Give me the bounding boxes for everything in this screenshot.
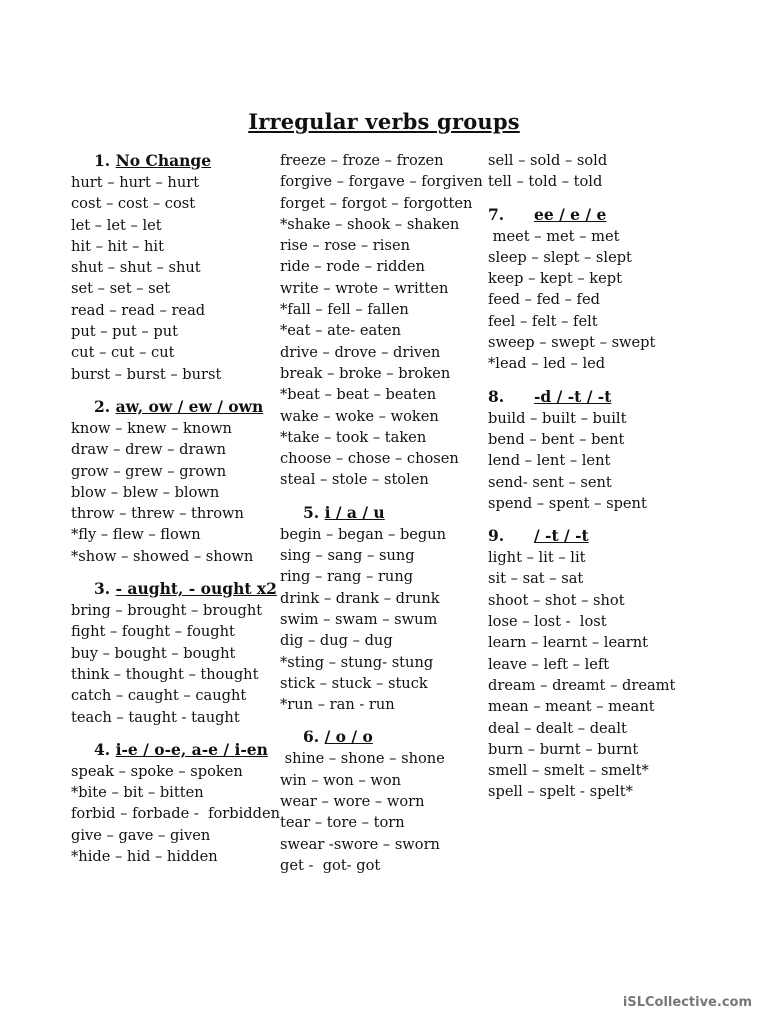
verb-row: swim – swam – swum [280,610,438,628]
verb-row: burst – burst – burst [71,365,222,383]
verb-row: *lead – led – led [488,355,606,373]
verb-row: mean – meant – meant [488,698,655,716]
verb-row: sing – sang – sung [280,547,415,565]
group-8-label: -d / -t / -t [534,386,612,406]
page-title: Irregular verbs groups [248,109,520,134]
verb-row: buy – bought – bought [71,644,236,662]
verb-row: shoot – shot – shot [488,591,625,609]
verb-row: forget – forgot – forgotten [280,194,473,212]
group-7-label: ee / e / e [534,204,607,224]
group-4-continued-list [280,150,485,491]
verb-row: sweep – swept – swept [488,334,656,352]
verb-row: *take – took – taken [280,428,427,446]
group-7-list [488,226,713,375]
verb-row: *fall – fell – fallen [280,301,409,319]
verb-row: deal – dealt – dealt [488,719,627,737]
verb-row: grow – grew – grown [71,462,227,480]
group-5-label: i / a / u [324,502,385,522]
verb-row: *fly – flew – flown [71,526,201,544]
group-3-label: - aught, - ought x2 [115,579,277,599]
verb-row: tell – told – told [488,173,603,191]
verb-row: build – built – built [488,409,627,427]
verb-row: keep – kept – kept [488,270,622,288]
group-4-heading: 4. i-e / o-e, a-e / i-en [94,739,268,759]
verb-row: bring – brought – brought [71,602,263,620]
group-5-list [280,524,485,716]
group-9-label: / -t / -t [534,526,589,546]
group-6-heading: 6. / o / o [303,727,373,747]
verb-row: burn – burnt – burnt [488,740,639,758]
verb-row: *beat – beat – beaten [280,386,437,404]
verb-row: feed – fed – fed [488,291,600,309]
group-5-heading: 5. i / a / u [303,502,385,522]
verb-row: give – gave – given [71,826,211,844]
verb-row: ride – rode – ridden [280,258,425,276]
verb-row: sell – sold – sold [488,152,608,169]
group-1-list [71,172,276,385]
verb-row: cut – cut – cut [71,344,175,362]
verb-row: swear -swore – sworn [280,835,440,853]
site-watermark: iSLCollective.com [622,995,752,1010]
verb-row: lend – lent – lent [488,452,611,470]
verb-row: know – knew – known [71,419,232,437]
group-8-list [488,408,713,514]
group-9-heading: 9. / -t / -t [488,526,589,546]
verb-row: read – read – read [71,301,206,319]
verb-row: send- sent – sent [488,473,612,491]
verb-row: *shake – shook – shaken [280,215,460,233]
verb-row: write – wrote – written [280,279,449,297]
verb-row: light – lit – lit [488,549,586,567]
group-2-list [71,418,276,567]
verb-row: hurt – hurt – hurt [71,174,200,191]
verb-row: steal – stole – stolen [280,471,429,489]
verb-row: teach – taught - taught [71,708,240,726]
verb-row: choose – chose – chosen [280,450,459,468]
verb-row: rise – rose – risen [280,237,410,255]
verb-row: sit – sat – sat [488,570,584,588]
verb-row: tear – tore – torn [280,814,405,832]
verb-row: ring – rang – rung [280,568,414,586]
verb-row: wear – wore – worn [280,793,425,811]
verb-row: begin – began – begun [280,525,447,543]
verb-row: fight – fought – fought [71,623,235,641]
group-6-continued-list [488,150,713,193]
verb-row: freeze – froze – frozen [280,152,444,169]
group-2-label: aw, ow / ew / own [115,396,264,416]
verb-row: win – won – won [280,771,402,789]
verb-row: leave – left – left [488,655,610,673]
verb-row: catch – caught – caught [71,687,247,705]
verb-row: dig – dug – dug [280,632,393,650]
verb-row: *sting – stung- stung [280,653,434,671]
group-6-list [280,748,485,876]
column-1 [71,150,281,867]
group-1-label: No Change [115,151,212,170]
verb-row: shine – shone – shone [280,750,445,768]
verb-row: bend – bent – bent [488,430,625,448]
verb-row: let – let – let [71,216,162,234]
verb-row: meet – met – met [488,227,620,245]
verb-row: wake – woke – woken [280,407,439,425]
verb-row: shut – shut – shut [71,259,201,277]
group-3-list [71,600,276,728]
verb-row: *show – showed – shown [71,547,254,565]
verb-row: set – set – set [71,280,171,298]
verb-row: smell – smelt – smelt* [488,762,649,780]
verb-row: *bite – bit – bitten [71,784,204,802]
group-6-label: / o / o [324,727,373,747]
group-4-list [71,761,281,867]
verb-row: stick – stuck – stuck [280,674,428,692]
group-9-list [488,547,713,803]
verb-row: dream – dreamt – dreamt [488,676,676,694]
verb-row: forbid – forbade - forbidden [71,805,281,823]
verb-row: spell – spelt - spelt* [488,783,633,801]
column-3 [488,150,713,803]
group-3-heading: 3. - aught, - ought x2 [94,579,277,599]
verb-row: *hide – hid – hidden [71,848,218,866]
verb-row: break – broke – broken [280,364,451,382]
verb-row: cost – cost – cost [71,195,196,213]
group-7-heading: 7. ee / e / e [488,204,607,224]
verb-row: forgive – forgave – forgiven [280,173,483,191]
group-4-label: i-e / o-e, a-e / i-en [115,739,268,759]
verb-row: drive – drove – driven [280,343,441,361]
verb-row: get - got- got [280,856,381,874]
verb-row: learn – learnt – learnt [488,634,649,652]
verb-row: speak – spoke – spoken [71,762,243,780]
verb-row: throw – threw – thrown [71,505,244,523]
verb-row: sleep – slept – slept [488,248,632,266]
verb-row: think – thought – thought [71,665,259,683]
verb-row: *eat – ate- eaten [280,322,402,340]
group-8-heading: 8. -d / -t / -t [488,386,612,406]
group-1-heading: 1. No Change [94,151,212,170]
column-2 [280,150,485,876]
group-2-heading: 2. aw, ow / ew / own [94,396,264,416]
verb-row: spend – spent – spent [488,494,647,512]
verb-row: lose – lost - lost [488,613,607,631]
verb-row: put – put – put [71,323,178,341]
verb-row: blow – blew – blown [71,483,220,501]
verb-row: draw – drew – drawn [71,441,227,459]
verb-row: drink – drank – drunk [280,589,440,607]
verb-row: feel – felt – felt [488,312,598,330]
verb-row: hit – hit – hit [71,237,164,255]
verb-row: *run – ran - run [280,696,395,714]
